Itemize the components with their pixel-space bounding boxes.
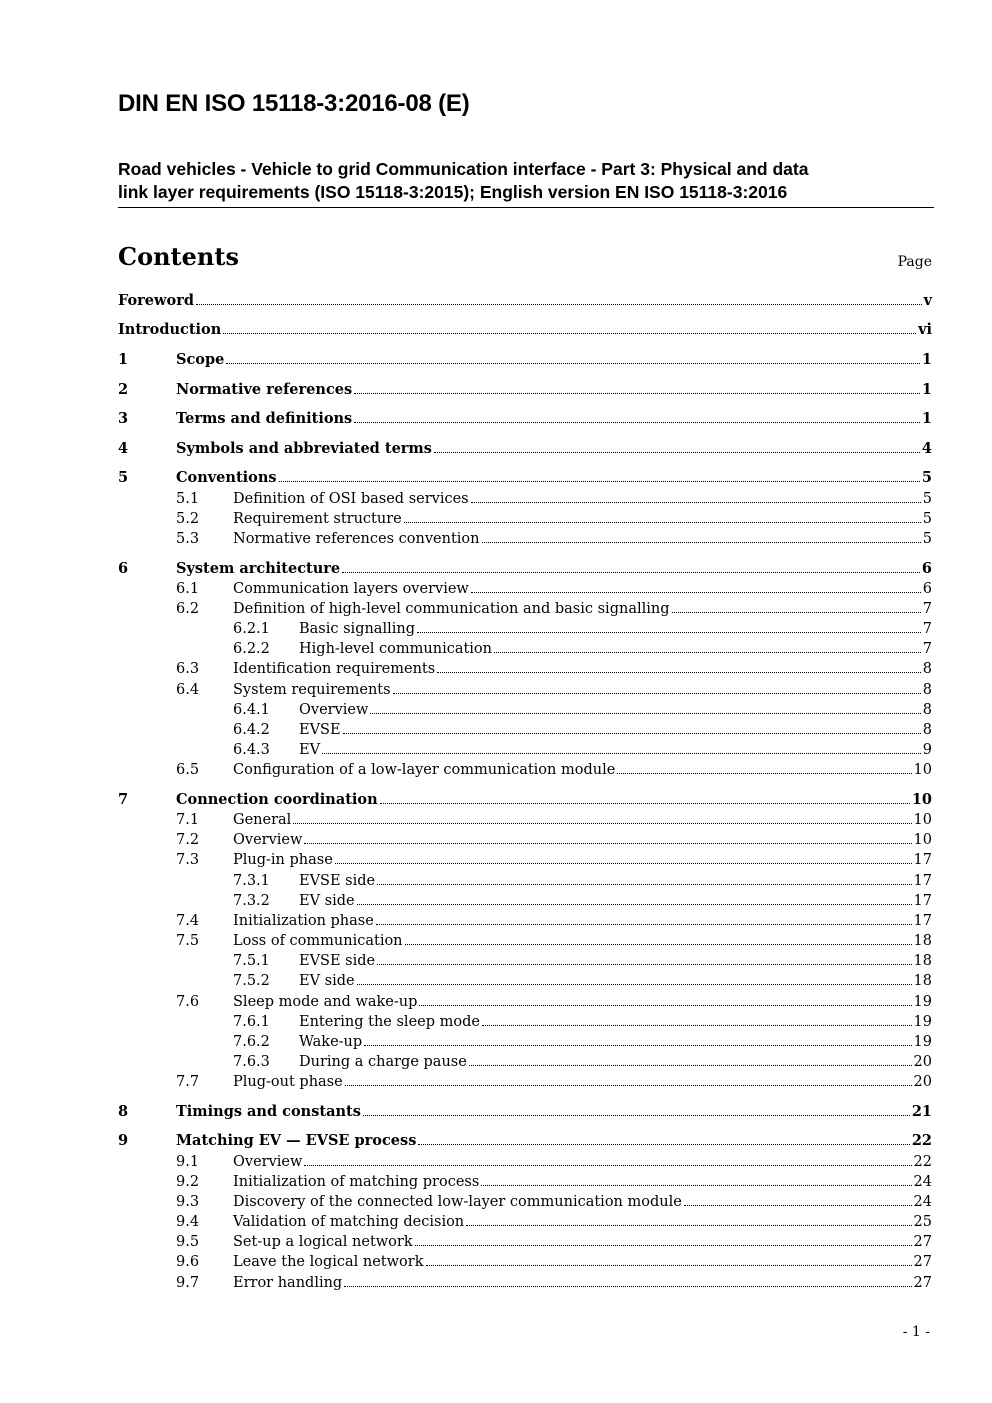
toc-entry-title: System architecture	[176, 560, 341, 577]
toc-entry[interactable]	[118, 559, 932, 579]
toc-entry-page: 22	[913, 1154, 932, 1170]
toc-entry[interactable]	[118, 810, 932, 830]
toc-dot-leader	[404, 522, 921, 523]
toc-entry-title: Identification requirements	[233, 661, 436, 677]
toc-entry-number: 7.6	[176, 994, 200, 1010]
toc-entry-page: vi	[918, 321, 932, 338]
toc-dot-leader	[434, 452, 920, 453]
toc-entry-number: 9	[118, 1132, 129, 1149]
toc-entry[interactable]	[118, 720, 932, 740]
toc-entry[interactable]	[118, 599, 932, 619]
toc-entry-number: 5	[118, 469, 129, 486]
document-subtitle	[118, 158, 934, 208]
toc-dot-leader	[343, 733, 921, 734]
toc-dot-leader	[304, 843, 911, 844]
toc-entry-title: General	[233, 812, 292, 828]
toc-entry-title: Plug-out phase	[233, 1074, 343, 1090]
toc-entry-title: Foreword	[118, 292, 194, 309]
toc-dot-leader	[471, 502, 921, 503]
toc-entry-title: EVSE	[299, 722, 341, 738]
toc-entry[interactable]	[118, 1212, 932, 1232]
toc-entry-title: Definition of high-level communication and basic signalling	[233, 601, 670, 617]
contents-heading: Contents	[118, 242, 239, 271]
toc-dot-leader	[370, 713, 920, 714]
toc-dot-leader	[293, 823, 911, 824]
toc-entry-title: Plug-in phase	[233, 852, 333, 868]
toc-entry-number: 7	[118, 791, 129, 808]
toc-entry-title: Error handling	[233, 1275, 343, 1291]
toc-entry[interactable]	[118, 579, 932, 599]
toc-entry-number: 7.3	[176, 852, 200, 868]
toc-entry-title: Definition of OSI based services	[233, 491, 469, 507]
toc-dot-leader	[469, 1065, 912, 1066]
toc-entry[interactable]	[118, 350, 932, 370]
toc-entry-number: 9.2	[176, 1174, 200, 1190]
toc-entry-title: High-level communication	[299, 641, 493, 657]
toc-dot-leader	[380, 803, 910, 804]
toc-entry[interactable]	[118, 1172, 932, 1192]
toc-entry-page: 1	[921, 410, 932, 427]
toc-dot-leader	[418, 1144, 909, 1145]
toc-entry-number: 7.1	[176, 812, 200, 828]
toc-entry[interactable]	[118, 760, 932, 780]
toc-entry-page: 19	[913, 994, 932, 1010]
toc-entry-number: 9.4	[176, 1214, 200, 1230]
toc-entry-title: Scope	[176, 351, 225, 368]
toc-entry-title: Requirement structure	[233, 511, 402, 527]
toc-dot-leader	[393, 693, 921, 694]
toc-entry-title: Introduction	[118, 321, 222, 338]
toc-entry-title: Basic signalling	[299, 621, 415, 637]
toc-entry-number: 7.5.1	[233, 953, 270, 969]
toc-entry-number: 9.7	[176, 1275, 200, 1291]
toc-entry[interactable]	[118, 992, 932, 1012]
toc-entry-number: 7.4	[176, 913, 200, 929]
toc-dot-leader	[494, 652, 921, 653]
toc-entry-page: 10	[913, 832, 932, 848]
toc-dot-leader	[363, 1115, 910, 1116]
toc-entry-title: Overview	[299, 702, 369, 718]
toc-entry-page: 1	[921, 381, 932, 398]
toc-entry[interactable]	[118, 1131, 932, 1151]
toc-entry-title: Communication layers overview	[233, 581, 469, 597]
toc-entry-page: 17	[913, 873, 932, 889]
toc-entry-page: 5	[922, 531, 932, 547]
toc-entry-title: Configuration of a low-layer communication module	[233, 762, 616, 778]
toc-entry-title: Overview	[233, 832, 303, 848]
toc-entry-title: During a charge pause	[299, 1054, 467, 1070]
toc-dot-leader	[304, 1165, 911, 1166]
toc-entry-title: Initialization phase	[233, 913, 374, 929]
toc-entry[interactable]	[118, 509, 932, 529]
toc-entry-page: 8	[922, 702, 932, 718]
toc-entry-page: 17	[913, 852, 932, 868]
toc-dot-leader	[481, 1185, 911, 1186]
toc-entry-page: 19	[913, 1034, 932, 1050]
toc-dot-leader	[342, 572, 920, 573]
toc-entry-title: Loss of communication	[233, 933, 403, 949]
toc-entry-page: 17	[913, 893, 932, 909]
toc-entry-page: 9	[922, 742, 932, 758]
toc-entry-number: 7.5	[176, 933, 200, 949]
toc-entry[interactable]	[118, 700, 932, 720]
toc-entry-number: 6.4.3	[233, 742, 270, 758]
toc-entry-page: 5	[922, 511, 932, 527]
toc-dot-leader	[415, 1245, 912, 1246]
toc-entry[interactable]	[118, 871, 932, 891]
toc-entry-title: Leave the logical network	[233, 1254, 424, 1270]
toc-entry-page: 8	[922, 722, 932, 738]
toc-entry-page: 18	[913, 953, 932, 969]
toc-entry-number: 6.2	[176, 601, 200, 617]
toc-entry-number: 6	[118, 560, 129, 577]
toc-dot-leader	[357, 984, 912, 985]
toc-entry-page: 6	[922, 581, 932, 597]
toc-entry-number: 2	[118, 381, 129, 398]
toc-entry-number: 6.4.1	[233, 702, 270, 718]
toc-dot-leader	[357, 904, 912, 905]
toc-entry-number: 7.7	[176, 1074, 200, 1090]
toc-entry-number: 5.3	[176, 531, 200, 547]
toc-dot-leader	[437, 672, 921, 673]
toc-entry-title: Entering the sleep mode	[299, 1014, 480, 1030]
toc-entry-number: 7.6.1	[233, 1014, 270, 1030]
toc-entry-page: 24	[913, 1194, 932, 1210]
toc-entry-page: 5	[921, 469, 932, 486]
toc-dot-leader	[684, 1205, 912, 1206]
toc-entry-title: Symbols and abbreviated terms	[176, 440, 432, 457]
footer-page-number: - 1 -	[902, 1324, 930, 1340]
toc-entry[interactable]	[118, 931, 932, 951]
toc-entry[interactable]	[118, 830, 932, 850]
toc-entry-page: 18	[913, 933, 932, 949]
toc-entry[interactable]	[118, 1152, 932, 1172]
toc-entry-number: 3	[118, 410, 129, 427]
toc-entry-page: 22	[911, 1132, 932, 1149]
toc-dot-leader	[377, 964, 911, 965]
toc-entry-page: 8	[922, 682, 932, 698]
toc-dot-leader	[345, 1085, 912, 1086]
toc-dot-leader	[466, 1225, 911, 1226]
toc-entry-page: 17	[913, 913, 932, 929]
toc-entry-number: 6.2.2	[233, 641, 270, 657]
toc-entry-number: 9.1	[176, 1154, 200, 1170]
toc-dot-leader	[471, 592, 921, 593]
toc-entry-page: 5	[922, 491, 932, 507]
toc-entry[interactable]	[118, 1072, 932, 1092]
toc-entry-number: 7.5.2	[233, 973, 270, 989]
toc-entry-title: EV	[299, 742, 321, 758]
toc-dot-leader	[196, 304, 922, 305]
toc-entry-page: 1	[921, 351, 932, 368]
toc-dot-leader	[377, 884, 911, 885]
toc-entry[interactable]	[118, 639, 932, 659]
toc-dot-leader	[426, 1265, 912, 1266]
toc-entry-page: 18	[913, 973, 932, 989]
toc-entry-page: 7	[922, 621, 932, 637]
toc-entry-number: 6.4.2	[233, 722, 270, 738]
toc-dot-leader	[354, 422, 920, 423]
toc-entry[interactable]	[118, 489, 932, 509]
subtitle-line-2: link layer requirements (ISO 15118-3:2015); English version EN ISO 15118-3:2016	[118, 182, 788, 202]
toc-entry-page: 7	[922, 601, 932, 617]
toc-entry-title: Validation of matching decision	[233, 1214, 465, 1230]
toc-entry-title: Discovery of the connected low-layer communication module	[233, 1194, 682, 1210]
toc-dot-leader	[482, 542, 921, 543]
toc-entry[interactable]	[118, 409, 932, 429]
toc-entry-page: 10	[913, 812, 932, 828]
toc-dot-leader	[344, 1286, 911, 1287]
toc-dot-leader	[617, 773, 911, 774]
toc-entry[interactable]	[118, 1032, 932, 1052]
toc-entry-page: 24	[913, 1174, 932, 1190]
toc-entry-number: 6.5	[176, 762, 200, 778]
toc-entry[interactable]	[118, 320, 932, 340]
toc-entry-page: 10	[913, 762, 932, 778]
toc-entry[interactable]	[118, 1192, 932, 1212]
toc-entry-title: Sleep mode and wake-up	[233, 994, 418, 1010]
toc-entry-title: EVSE side	[299, 873, 376, 889]
toc-entry-number: 1	[118, 351, 129, 368]
toc-entry-title: Timings and constants	[176, 1103, 361, 1120]
toc-entry[interactable]	[118, 1012, 932, 1032]
toc-entry[interactable]	[118, 291, 932, 311]
toc-entry[interactable]	[118, 891, 932, 911]
toc-entry-page: 19	[913, 1014, 932, 1030]
toc-entry-title: Matching EV — EVSE process	[176, 1132, 417, 1149]
toc-entry-title: EVSE side	[299, 953, 376, 969]
toc-entry-title: Conventions	[176, 469, 277, 486]
toc-entry-page: 20	[913, 1054, 932, 1070]
toc-entry-title: Normative references	[176, 381, 353, 398]
toc-dot-leader	[223, 333, 916, 334]
page-column-label: Page	[897, 254, 932, 270]
toc-entry-number: 9.3	[176, 1194, 200, 1210]
toc-entry[interactable]	[118, 380, 932, 400]
toc-entry-number: 6.2.1	[233, 621, 270, 637]
toc-dot-leader	[419, 1005, 911, 1006]
toc-entry[interactable]	[118, 529, 932, 549]
toc-entry-title: EV side	[299, 973, 355, 989]
toc-entry-number: 7.6.2	[233, 1034, 270, 1050]
toc-entry-page: 27	[913, 1254, 932, 1270]
toc-entry[interactable]	[118, 1232, 932, 1252]
toc-entry[interactable]	[118, 1052, 932, 1072]
toc-entry[interactable]	[118, 680, 932, 700]
toc-entry-title: Initialization of matching process	[233, 1174, 480, 1190]
toc-entry[interactable]	[118, 468, 932, 488]
toc-dot-leader	[672, 612, 921, 613]
toc-entry-number: 4	[118, 440, 129, 457]
document-title: DIN EN ISO 15118-3:2016-08 (E)	[118, 90, 470, 117]
subtitle-line-1: Road vehicles - Vehicle to grid Communication interface - Part 3: Physical and data	[118, 159, 809, 179]
toc-dot-leader	[322, 753, 921, 754]
toc-dot-leader	[335, 863, 912, 864]
toc-entry[interactable]	[118, 1102, 932, 1122]
toc-entry-number: 6.1	[176, 581, 200, 597]
toc-entry-number: 8	[118, 1103, 129, 1120]
toc-entry[interactable]	[118, 439, 932, 459]
toc-dot-leader	[417, 632, 921, 633]
toc-entry-title: Overview	[233, 1154, 303, 1170]
toc-entry-title: Normative references convention	[233, 531, 480, 547]
toc-entry-number: 6.4	[176, 682, 200, 698]
toc-entry-page: 6	[921, 560, 932, 577]
toc-entry-number: 7.3.1	[233, 873, 270, 889]
toc-entry-number: 7.6.3	[233, 1054, 270, 1070]
toc-entry-page: 10	[911, 791, 932, 808]
toc-entry[interactable]	[118, 790, 932, 810]
toc-entry-number: 9.6	[176, 1254, 200, 1270]
toc-dot-leader	[364, 1045, 911, 1046]
toc-dot-leader	[405, 944, 912, 945]
toc-entry-page: 20	[913, 1074, 932, 1090]
toc-entry[interactable]	[118, 951, 932, 971]
toc-entry-title: System requirements	[233, 682, 391, 698]
toc-entry[interactable]	[118, 619, 932, 639]
toc-entry[interactable]	[118, 740, 932, 760]
toc-entry[interactable]	[118, 850, 932, 870]
toc-entry-number: 5.1	[176, 491, 200, 507]
toc-entry-page: 7	[922, 641, 932, 657]
toc-dot-leader	[226, 363, 920, 364]
toc-entry-title: Wake-up	[299, 1034, 363, 1050]
toc-entry[interactable]	[118, 659, 932, 679]
toc-dot-leader	[376, 924, 912, 925]
toc-entry-number: 7.2	[176, 832, 200, 848]
toc-entry[interactable]	[118, 1273, 932, 1293]
toc-entry-page: 25	[913, 1214, 932, 1230]
toc-entry-page: 27	[913, 1275, 932, 1291]
toc-entry-page: 4	[921, 440, 932, 457]
toc-entry-page: v	[923, 292, 932, 309]
toc-entry-number: 9.5	[176, 1234, 200, 1250]
toc-entry-number: 7.3.2	[233, 893, 270, 909]
toc-entry-title: EV side	[299, 893, 355, 909]
toc-entry-number: 5.2	[176, 511, 200, 527]
toc-entry[interactable]	[118, 1252, 932, 1272]
toc-entry[interactable]	[118, 971, 932, 991]
toc-entry-number: 6.3	[176, 661, 200, 677]
toc-dot-leader	[279, 481, 920, 482]
toc-dot-leader	[482, 1025, 912, 1026]
toc-dot-leader	[354, 393, 920, 394]
toc-entry-page: 27	[913, 1234, 932, 1250]
toc-entry-page: 8	[922, 661, 932, 677]
toc-entry-title: Connection coordination	[176, 791, 378, 808]
toc-entry-title: Set-up a logical network	[233, 1234, 413, 1250]
toc-entry-title: Terms and definitions	[176, 410, 353, 427]
toc-entry-page: 21	[911, 1103, 932, 1120]
toc-entry[interactable]	[118, 911, 932, 931]
